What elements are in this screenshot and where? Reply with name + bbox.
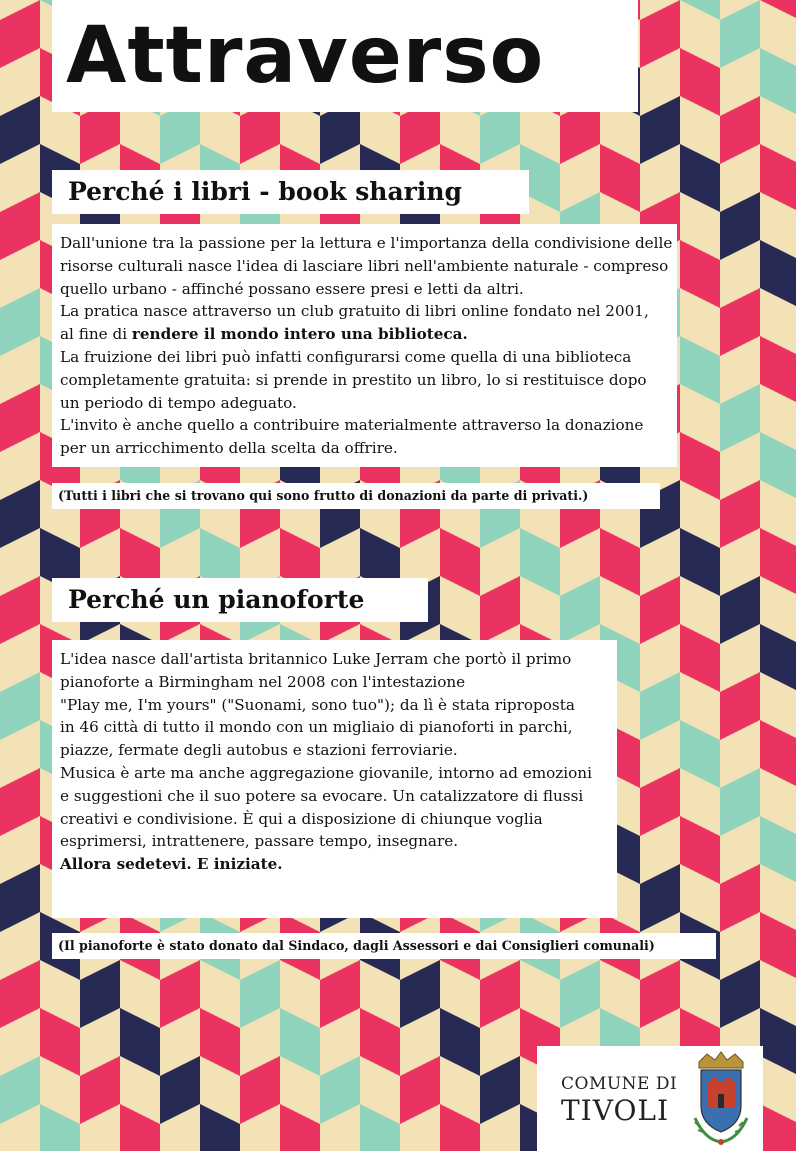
chevron-stripe — [760, 1104, 796, 1151]
chevron-stripe — [760, 432, 796, 500]
chevron-stripe — [640, 768, 680, 836]
books-line: quello urbano - affinché possano essere presi e letti da altri. — [60, 279, 524, 298]
chevron-stripe — [0, 864, 40, 932]
chevron-stripe — [480, 1056, 520, 1124]
chevron-stripe — [0, 288, 40, 356]
chevron-stripe — [200, 1008, 240, 1076]
chevron-stripe — [400, 960, 440, 1028]
books-line: L'invito è anche quello a contribuire materialmente attraverso la donazione — [60, 416, 644, 435]
chevron-stripe — [280, 1008, 320, 1076]
piano-text-panel — [52, 640, 617, 918]
chevron-stripe — [760, 0, 796, 20]
chevron-stripe — [40, 1104, 80, 1151]
books-line: Dall'unione tra la passione per la lettura e l'importanza della condivisione delle — [60, 234, 673, 252]
piano-note: (Il pianoforte è stato donato dal Sindaco, dagli Assessori e dai Consiglieri comunali) — [58, 938, 655, 953]
piano-line: esprimersi, intrattenere, passare tempo, insegnare. — [60, 832, 459, 851]
piano-line: "Play me, I'm yours" ("Suonami, sono tuo"); da lì è stata riproposta — [60, 695, 575, 714]
chevron-stripe — [760, 1008, 796, 1076]
chevron-stripe — [680, 432, 720, 500]
piano-line: pianoforte a Birmingham nel 2008 con l'intestazione — [60, 672, 466, 691]
piano-line: in 46 città di tutto il mondo con un migliaio di pianoforti in parchi, — [60, 718, 573, 737]
books-line: completamente gratuita: si prende in prestito un libro, lo si restituisce dopo — [60, 370, 647, 389]
chevron-stripe — [720, 576, 760, 644]
chevron-stripe — [720, 672, 760, 740]
chevron-stripe — [680, 528, 720, 596]
chevron-stripe — [0, 480, 40, 548]
chevron-stripe — [0, 0, 40, 68]
piano-line: L'idea nasce dall'artista britannico Luke Jerram che portò il primo — [60, 650, 572, 668]
chevron-stripe — [760, 336, 796, 404]
chevron-stripe — [760, 528, 796, 596]
chevron-stripe — [80, 960, 120, 1028]
books-text-panel — [52, 224, 677, 467]
piano-line: piazze, fermate degli autobus e stazioni ferroviarie. — [60, 741, 458, 760]
piano-note-strip — [52, 933, 716, 959]
chevron-stripe — [520, 528, 560, 596]
piano-heading-panel — [52, 578, 428, 622]
books-line: un periodo di tempo adeguato. — [60, 393, 297, 412]
chevron-stripe — [680, 624, 720, 692]
piano-paragraph — [60, 648, 613, 876]
chevron-stripe — [0, 384, 40, 452]
chevron-stripe — [0, 768, 40, 836]
books-paragraph — [60, 232, 673, 460]
books-emphasis: rendere il mondo intero una biblioteca. — [131, 325, 468, 344]
books-line: La pratica nasce attraverso un club gratuito di libri online fondato nel 2001, — [60, 302, 649, 321]
chevron-stripe — [320, 1056, 360, 1124]
chevron-stripe — [160, 960, 200, 1028]
poster-title: Attraverso — [66, 11, 545, 101]
piano-heading: Perché un pianoforte — [68, 585, 365, 614]
chevron-stripe — [680, 720, 720, 788]
chevron-stripe — [40, 1008, 80, 1076]
chevron-stripe — [360, 1104, 400, 1151]
logo-comune-di: COMUNE DI — [561, 1074, 678, 1094]
chevron-stripe — [560, 960, 600, 1028]
chevron-stripe — [640, 672, 680, 740]
chevron-stripe — [160, 1056, 200, 1124]
comune-logo — [537, 1046, 763, 1151]
logo-tivoli: TIVOLI — [561, 1094, 670, 1127]
chevron-stripe — [200, 1104, 240, 1151]
chevron-stripe — [720, 864, 760, 932]
chevron-stripe — [0, 192, 40, 260]
chevron-stripe — [440, 528, 480, 596]
chevron-stripe — [0, 96, 40, 164]
chevron-stripe — [640, 96, 680, 164]
chevron-stripe — [680, 0, 720, 20]
chevron-stripe — [680, 336, 720, 404]
books-heading: Perché i libri - book sharing — [68, 177, 462, 206]
chevron-stripe — [360, 1008, 400, 1076]
chevron-stripe — [0, 960, 40, 1028]
chevron-stripe — [760, 624, 796, 692]
books-note: (Tutti i libri che si trovano qui sono frutto di donazioni da parte di privati.) — [58, 488, 589, 503]
chevron-stripe — [440, 1008, 480, 1076]
chevron-stripe — [560, 576, 600, 644]
chevron-stripe — [760, 720, 796, 788]
chevron-stripe — [440, 1104, 480, 1151]
chevron-stripe — [760, 240, 796, 308]
chevron-stripe — [600, 144, 640, 212]
chevron-stripe — [760, 912, 796, 980]
chevron-stripe — [640, 864, 680, 932]
chevron-stripe — [480, 960, 520, 1028]
chevron-stripe — [720, 192, 760, 260]
chevron-stripe — [400, 1056, 440, 1124]
chevron-stripe — [640, 0, 680, 68]
chevron-stripe — [320, 960, 360, 1028]
chevron-stripe — [120, 1104, 160, 1151]
chevron-stripe — [120, 1008, 160, 1076]
chevron-stripe — [640, 960, 680, 1028]
books-heading-panel — [52, 170, 529, 214]
chevron-stripe — [0, 576, 40, 644]
chevron-stripe — [0, 1056, 40, 1124]
chevron-stripe — [760, 816, 796, 884]
chevron-stripe — [80, 1056, 120, 1124]
piano-line: creativi e condivisione. È qui a disposizione di chiunque voglia — [60, 809, 543, 828]
title-panel — [52, 0, 638, 112]
chevron-stripe — [760, 144, 796, 212]
chevron-stripe — [720, 480, 760, 548]
chevron-stripe — [240, 1056, 280, 1124]
chevron-stripe — [680, 144, 720, 212]
books-line: risorse culturali nasce l'idea di lasciare libri nell'ambiente naturale - compreso — [60, 256, 669, 275]
chevron-stripe — [720, 96, 760, 164]
chevron-stripe — [480, 576, 520, 644]
piano-closing-line: Allora sedetevi. E iniziate. — [60, 855, 283, 874]
chevron-stripe — [720, 960, 760, 1028]
chevron-stripe — [640, 576, 680, 644]
chevron-stripe — [0, 672, 40, 740]
books-line: per un arricchimento della scelta da offrire. — [60, 439, 398, 458]
chevron-stripe — [280, 1104, 320, 1151]
books-line: La fruizione dei libri può infatti configurarsi come quella di una biblioteca — [60, 347, 632, 366]
chevron-stripe — [760, 48, 796, 116]
books-line-lead: al fine di — [60, 325, 132, 344]
chevron-stripe — [720, 384, 760, 452]
chevron-stripe — [680, 240, 720, 308]
chevron-stripe — [240, 960, 280, 1028]
chevron-stripe — [680, 816, 720, 884]
chevron-stripe — [680, 48, 720, 116]
chevron-stripe — [720, 0, 760, 68]
piano-line: Musica è arte ma anche aggregazione giovanile, intorno ad emozioni — [60, 763, 592, 782]
piano-line: e suggestioni che il suo potere sa evocare. Un catalizzatore di flussi — [60, 786, 584, 805]
chevron-stripe — [600, 528, 640, 596]
books-note-strip — [52, 483, 660, 509]
chevron-stripe — [720, 288, 760, 356]
books-line-with-emphasis — [60, 323, 673, 346]
chevron-stripe — [720, 768, 760, 836]
tivoli-coat-of-arms-icon — [685, 1048, 757, 1148]
